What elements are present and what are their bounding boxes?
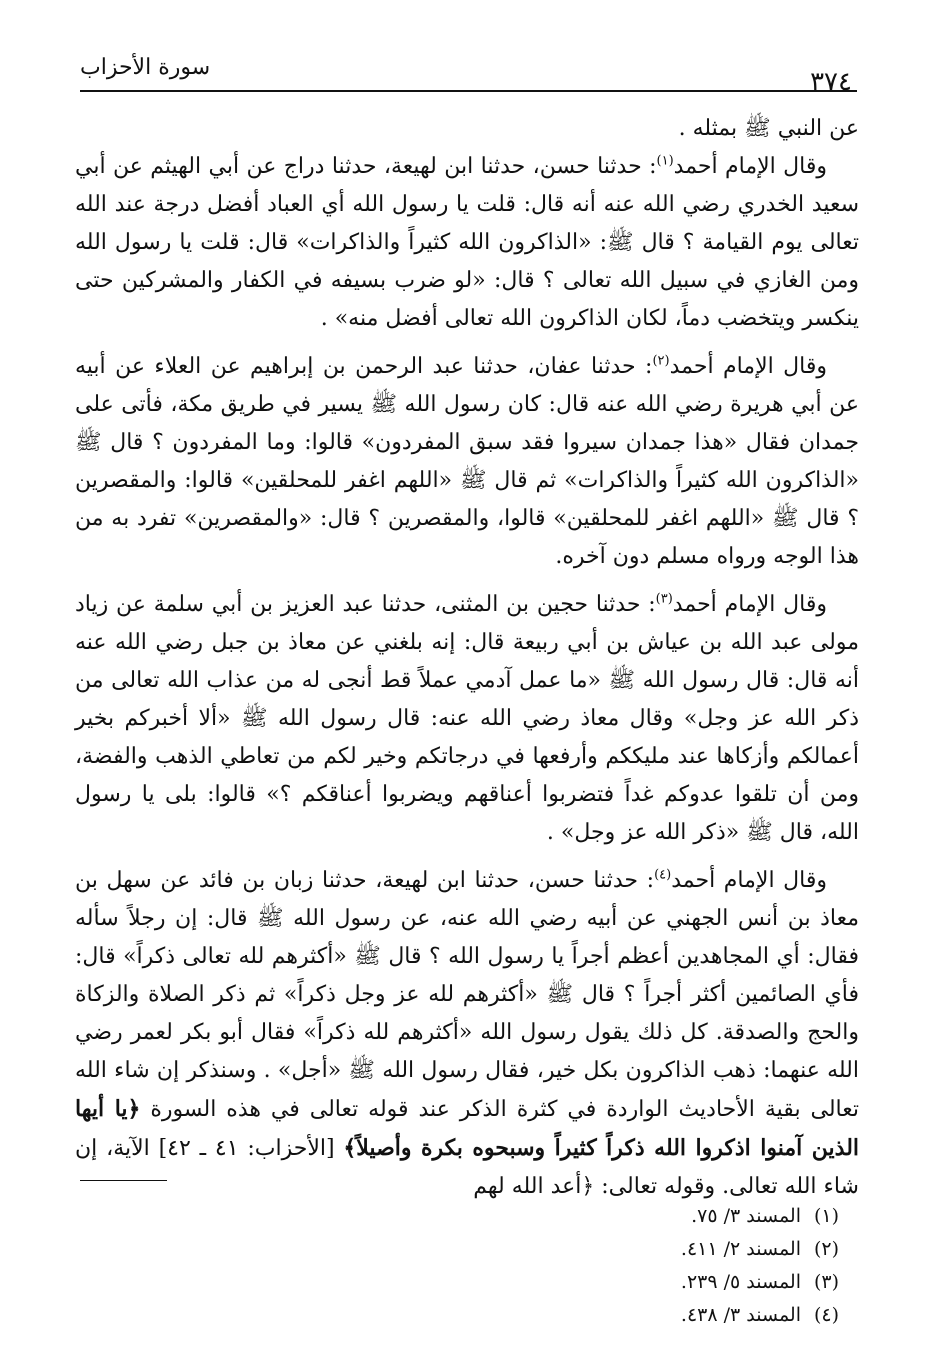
footnote-ref: (٣) <box>655 591 673 607</box>
footnote: (٢)المسند ٢/ ٤١١. <box>680 1238 839 1260</box>
paragraph: وقال الإمام أحمد$^{(٤)}$: حدثنا حسن، حدثنا ابن لهيعة، حدثنا زبان بن فائد عن سهل بن معاذ بن أنس الجهني عن أبيه رضي الله عنه، عن رسول الله ﷺ قال: إن رجلاً سأله فقال: أي المجاهدين أعظم أجراً يا رسول الله ؟ قال ﷺ «أكثرهم لله تعالى ذكراً» قال: فأي الصائمين أكثر أجراً ؟ قال ﷺ «أكثرهم لله عز وجل ذكراً» ثم ذكر الصلاة والزكاة والحج والصدقة. كل ذلك يقول رسول الله «أكثرهم لله ذكراً» فقال أبو بكر لعمر رضي الله عنهما: ذهب الذاكرون بكل خير، فقال رسول الله ﷺ «أجل» . وسنذكر إن شاء الله تعالى بقية الأحاديث الواردة في كثرة الذكر عند قوله تعالى في هذه السورة ﴿يا أيها الذين آمنوا اذكروا الله ذكراً كثيراً وسبحوه بكرة وأصيلاً﴾ [الأحزاب: ٤١ ـ ٤٢] الآية، إن شاء الله تعالى. وقوله تعالى: ﴿أعد الله لهم <box>75 867 860 1199</box>
paragraph: عن النبي ﷺ بمثله . <box>678 116 859 141</box>
page-number: ٣٧٤ <box>810 67 852 97</box>
quran-verse: ﴿أعد الله لهم <box>473 1174 595 1199</box>
running-title: سورة الأحزاب <box>80 55 211 80</box>
footnote-ref: (١) <box>656 153 674 169</box>
paragraph: وقال الإمام أحمد$^{(١)}$: حدثنا حسن، حدثنا ابن لهيعة، حدثنا دراج عن أبي الهيثم عن أبي سعيد الخدري رضي الله عنه أنه قال: قلت يا رسول الله أي العباد أفضل درجة عند الله تعالى يوم القيامة ؟ قال ﷺ: «الذاكرون الله كثيراً والذاكرات» قال: قلت يا رسول الله ومن الغازي في سبيل الله تعالى ؟ قال: «لو ضرب بسيفه في الكفار والمشركين حتى ينكسر ويتخضب دماً، لكان الذاكرون الله تعالى أفضل منه» . <box>75 153 859 331</box>
footnote: (٤)المسند ٣/ ٤٣٨. <box>680 1304 839 1326</box>
footnote: (١)المسند ٣/ ٧٥. <box>691 1205 839 1227</box>
paragraph: وقال الإمام أحمد$^{(٣)}$: حدثنا حجين بن المثنى، حدثنا عبد العزيز بن أبي سلمة عن زياد مولى عبد الله بن عياش بن أبي ربيعة قال: إنه بلغني عن معاذ بن جبل رضي الله عنه أنه قال: قال رسول الله ﷺ «ما عمل آدمي عملاً قط أنجى له من عذاب الله تعالى من ذكر الله عز وجل» وقال معاذ رضي الله عنه: قال رسول الله ﷺ «ألا أخبركم بخير أعمالكم وأزكاها عند مليككم وأرفعها في درجاتكم وخير لكم من تعاطي الذهب والفضة، ومن أن تلقوا عدوكم غداً فتضربوا أعناقهم ويضربوا أعناقكم ؟» قالوا: بلى يا رسول الله، قال ﷺ «ذكر الله عز وجل» . <box>75 591 859 845</box>
main-text <box>75 110 859 1206</box>
footnote-ref: (٢) <box>652 353 670 369</box>
page-header <box>80 55 852 97</box>
footnote-ref: (٤) <box>654 867 672 883</box>
footnotes <box>539 1200 839 1332</box>
quran-verse: ﴿يا أيها الذين آمنوا اذكروا الله ذكراً كثيراً وسبحوه بكرة وأصيلاً﴾ <box>75 1096 860 1161</box>
footnote: (٣)المسند ٥/ ٢٣٩. <box>680 1271 839 1293</box>
footnote-rule <box>80 1180 167 1181</box>
header-rule <box>80 90 857 92</box>
paragraph: وقال الإمام أحمد$^{(٢)}$: حدثنا عفان، حدثنا عبد الرحمن بن إبراهيم عن العلاء عن أبيه عن أبي هريرة رضي الله عنه قال: كان رسول الله ﷺ يسير في طريق مكة، فأتى على جمدان فقال «هذا جمدان سيروا فقد سبق المفردون» قالوا: وما المفردون ؟ قال ﷺ «الذاكرون الله كثيراً والذاكرات» ثم قال ﷺ «اللهم اغفر للمحلقين» قالوا: والمقصرين ؟ قال ﷺ «اللهم اغفر للمحلقين» قالوا، والمقصرين ؟ قال: «والمقصرين» تفرد به من هذا الوجه ورواه مسلم دون آخره. <box>75 353 859 569</box>
